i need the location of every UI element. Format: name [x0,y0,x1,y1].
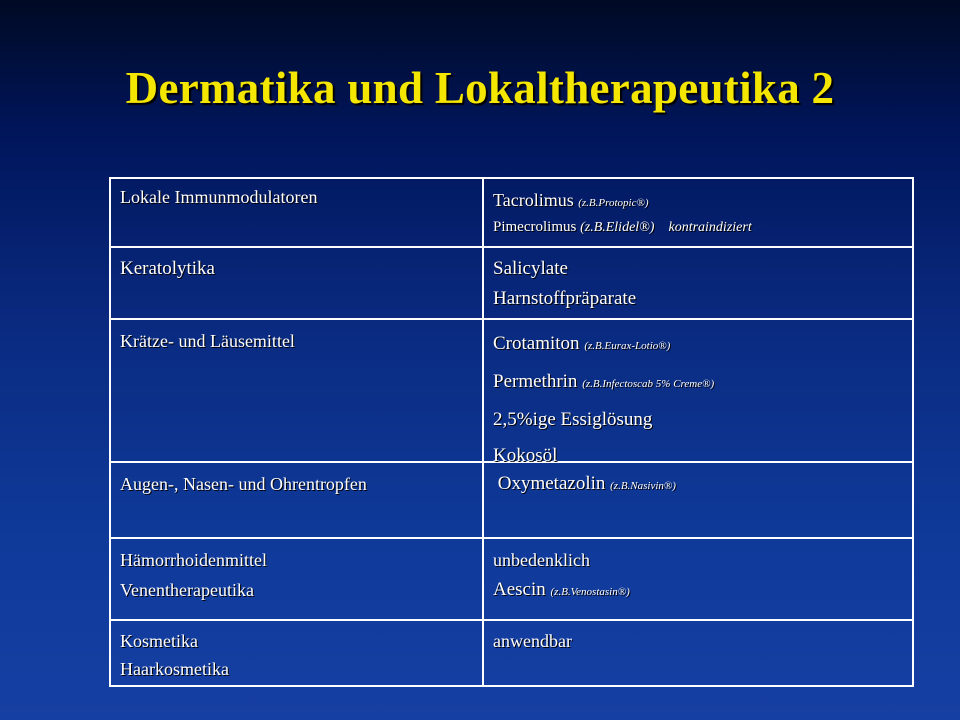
substance-cell [484,539,912,619]
brand-note: (z.B.Nasivin®) [610,480,676,492]
category-cell [111,320,484,461]
brand-note: (z.B.Eurax-Lotio®) [584,340,671,352]
substance-name: Tacrolimus [493,190,579,210]
table-row [111,461,912,537]
substance-line [493,217,912,238]
category-label: Venentherapeutika [120,580,254,600]
substance-name: Harnstoffpräparate [493,288,637,309]
contraindication-note: kontraindiziert [668,220,752,235]
substance-name: Aescin [493,579,551,600]
table-row [111,537,912,619]
table-row [111,179,912,246]
brand-note: (z.B.Infectoscab 5% Creme®) [582,378,715,390]
category-cell [111,179,484,246]
substance-name: Oxymetazolin [493,473,611,494]
substance-cell [484,621,912,685]
substance-line [493,469,912,501]
category-cell [111,463,484,537]
category-label: Lokale Immunmodulatoren [120,187,318,207]
substance-name: 2,5%ige Essiglösung [493,409,653,430]
table-row [111,246,912,318]
substance-name: anwendbar [493,631,572,651]
substance-name: unbedenklich [493,550,590,570]
slide-title: Dermatika und Lokaltherapeutika 2 [125,63,835,113]
brand-note: (z.B.Protopic®) [578,197,649,209]
substance-cell [484,179,912,246]
category-cell [111,621,484,685]
category-cell [111,539,484,619]
substance-name: Kokosöl [493,445,558,466]
category-label: Hämorrhoidenmittel [120,550,267,570]
table-row [111,318,912,466]
category-label: Kosmetika [120,631,198,651]
substance-name: Pimecrolimus [493,219,581,235]
category-label: Krätze- und Läusemittel [120,331,295,351]
substance-name: Salicylate [493,258,568,279]
substance-line [493,364,912,402]
drug-table [109,177,914,687]
substance-name: Permethrin [493,371,583,392]
substance-cell [484,463,912,537]
substance-line [493,326,912,364]
category-label: Haarkosmetika [120,659,229,679]
substance-cell [484,320,912,466]
category-cell [111,248,484,318]
substance-line [493,186,912,217]
table-row [111,619,912,685]
substance-name: Crotamiton [493,333,585,354]
substance-line [493,575,912,607]
brand-note: (z.B.Elidel®) [580,220,655,235]
category-label: Keratolytika [120,258,215,279]
substance-cell [484,248,912,318]
brand-note: (z.B.Venostasin®) [550,586,630,598]
category-label: Augen-, Nasen- und Ohrentropfen [120,474,367,494]
